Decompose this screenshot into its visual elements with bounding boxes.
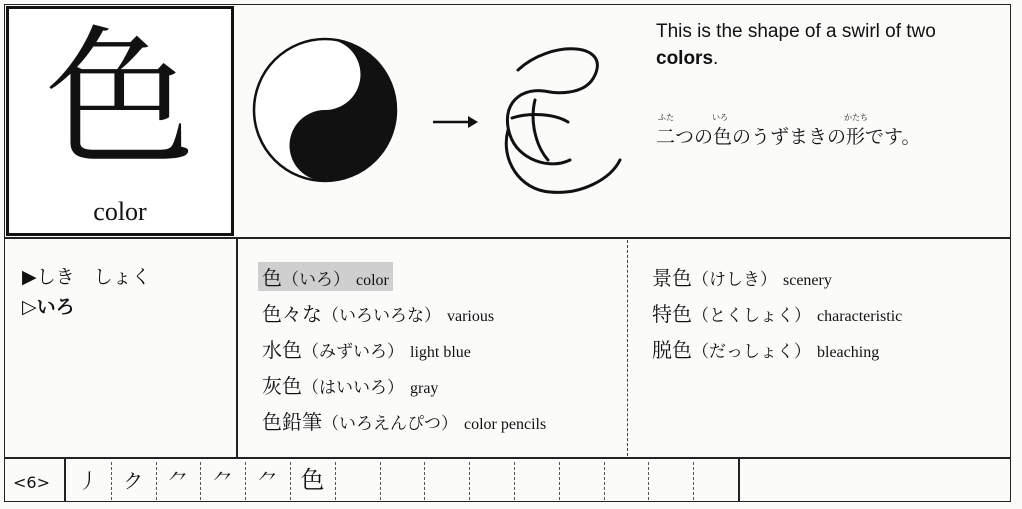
stroke-cell <box>380 460 425 500</box>
stroke-cell-divider <box>693 462 694 500</box>
furigana-futa: ふた <box>658 113 674 122</box>
stroke-row-end <box>738 458 740 502</box>
description-english <box>656 18 976 72</box>
stroke-cell-divider <box>424 462 425 500</box>
stroke-count: <6> <box>13 473 50 492</box>
stroke-cell-divider <box>648 462 649 500</box>
description-text: This is the shape of a swirl of two <box>656 21 936 42</box>
vocab-item <box>262 370 438 399</box>
stroke-cell <box>424 460 469 500</box>
vocab-reading: （みずいろ） <box>302 342 404 362</box>
stroke-cell-divider <box>380 462 381 500</box>
stroke-cell <box>648 460 693 500</box>
stroke-cell <box>156 460 201 500</box>
stroke-cell <box>514 460 559 500</box>
stroke-glyph: ⺈ <box>167 469 188 493</box>
stroke-glyph: ⺈ <box>212 469 233 493</box>
vocab-word: 景色 <box>652 266 692 290</box>
stroke-cell <box>335 460 380 500</box>
stroke-cell <box>604 460 649 500</box>
divider-bottom <box>4 457 1011 459</box>
vocab-reading: （だっしょく） <box>692 342 811 362</box>
vocab-reading: （はいいろ） <box>302 378 404 398</box>
stroke-cell <box>559 460 604 500</box>
divider-vocab <box>627 240 628 456</box>
kanji-character: 色 <box>44 13 195 187</box>
origin-illustration <box>250 30 630 210</box>
stroke-glyph: 丿 <box>78 469 99 493</box>
vocab-item <box>652 262 832 291</box>
vocab-reading: （いろ） <box>282 270 350 290</box>
vocab-item <box>652 298 902 327</box>
stroke-cell-divider <box>290 462 291 500</box>
description-period: . <box>713 48 719 69</box>
vocab-item <box>262 334 471 363</box>
vocab-item <box>262 406 546 435</box>
stroke-glyph: ⺈ <box>257 469 278 493</box>
vocab-english: various <box>447 308 495 325</box>
vocab-item <box>652 334 879 363</box>
arrow-icon <box>433 116 478 128</box>
furigana-katachi: かたち <box>844 113 868 122</box>
vocab-word: 色々な <box>262 302 322 326</box>
vocab-reading: （いろえんぴつ） <box>322 414 458 434</box>
stroke-cell-divider <box>604 462 605 500</box>
vocab-reading: （いろいろな） <box>322 306 441 326</box>
kanji-card <box>6 6 234 236</box>
vocab-english: gray <box>410 380 439 397</box>
vocab-english: color <box>356 272 389 289</box>
vocab-reading: （けしき） <box>692 270 777 290</box>
vocab-english: color pencils <box>464 416 547 433</box>
stroke-cell-divider <box>559 462 560 500</box>
vocab-word: 灰色 <box>262 374 302 398</box>
divider-readings <box>236 237 238 458</box>
stroke-cell <box>469 460 514 500</box>
swirl-icon <box>506 49 620 193</box>
stroke-cell <box>693 460 738 500</box>
yin-yang-icon <box>254 39 396 181</box>
stroke-cell <box>200 460 245 500</box>
furigana-iro: いろ <box>712 113 728 122</box>
stroke-cell <box>290 460 335 500</box>
vocab-word: 色 <box>262 266 282 290</box>
stroke-cell-divider <box>245 462 246 500</box>
stroke-cell-divider <box>200 462 201 500</box>
vocab-english: characteristic <box>817 308 903 325</box>
stroke-cell-divider <box>469 462 470 500</box>
vocab-item <box>258 262 393 291</box>
stroke-cell-divider <box>335 462 336 500</box>
vocab-english: light blue <box>410 344 471 361</box>
vocab-english: bleaching <box>817 344 880 361</box>
kun-reading: ▷いろ <box>22 296 75 318</box>
vocab-word: 脱色 <box>652 338 692 362</box>
stroke-glyph: ク <box>123 469 144 493</box>
divider-top <box>4 237 1011 239</box>
stroke-cell <box>111 460 156 500</box>
description-japanese: 二つの色のうずまきの形です。 <box>656 126 921 148</box>
vocab-english: scenery <box>783 272 832 289</box>
vocab-item <box>262 298 494 327</box>
readings <box>22 262 151 322</box>
vocab-word: 色鉛筆 <box>262 410 322 434</box>
on-reading: ▶しき しょく <box>22 266 151 288</box>
stroke-cell <box>66 460 111 500</box>
stroke-cell-divider <box>514 462 515 500</box>
description-bold-word: colors <box>656 48 714 69</box>
stroke-cell <box>245 460 290 500</box>
stroke-cell-divider <box>156 462 157 500</box>
kanji-meaning: color <box>93 197 147 226</box>
stroke-cell-divider <box>111 462 112 500</box>
vocab-word: 水色 <box>262 338 302 362</box>
stroke-glyph: 色 <box>300 466 325 494</box>
vocab-word: 特色 <box>652 302 692 326</box>
vocab-reading: （とくしょく） <box>692 306 811 326</box>
